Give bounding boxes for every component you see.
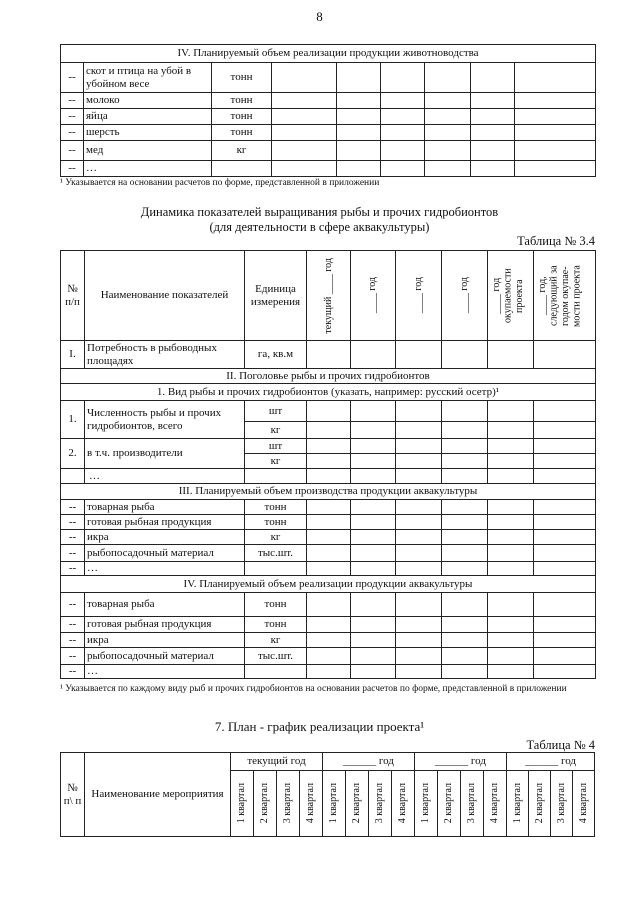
- empty-cell: [381, 125, 425, 141]
- empty-cell: [337, 93, 381, 109]
- row-unit: тыс.шт.: [245, 648, 307, 665]
- row-unit: тонн: [245, 515, 307, 530]
- table-row: [61, 633, 596, 648]
- empty-cell: [396, 530, 442, 545]
- quarter-label: 3 квартал: [282, 783, 294, 824]
- empty-cell: [351, 648, 396, 665]
- empty-cell: [488, 439, 534, 454]
- row-mark: --: [61, 125, 84, 141]
- empty-cell: [245, 469, 307, 484]
- table-row: [61, 93, 596, 109]
- row-mark: --: [61, 109, 84, 125]
- empty-cell: [351, 422, 396, 439]
- table-row: [61, 545, 596, 562]
- empty-cell: [272, 109, 337, 125]
- empty-cell: [442, 454, 488, 469]
- fish-heading-line2: (для деятельности в сфере аквакультуры): [209, 220, 430, 234]
- row-dots: …: [85, 469, 245, 484]
- row-name: яйца: [84, 109, 212, 125]
- row-mark: --: [61, 633, 85, 648]
- row-unit: тонн: [245, 500, 307, 515]
- livestock-section-title: IV. Планируемый объем реализации продукции животноводства: [61, 45, 596, 63]
- empty-cell: [381, 109, 425, 125]
- row-name: …: [84, 161, 212, 177]
- empty-cell: [442, 530, 488, 545]
- table-row: [61, 665, 596, 679]
- quarter-label: 2 квартал: [443, 783, 455, 824]
- table-row: [61, 141, 596, 161]
- empty-cell: [534, 500, 596, 515]
- aquaculture-footnote: ¹ Указывается по каждому виду рыб и прочих гидробионтов на основании расчетов по форме, представленной в приложении: [60, 684, 567, 694]
- empty-cell: [425, 125, 471, 141]
- empty-cell: [351, 562, 396, 576]
- row-unit: кг: [245, 454, 307, 469]
- plan-header-year-4: ______ год: [507, 753, 595, 771]
- empty-cell: [396, 562, 442, 576]
- plan-header-current-year: текущий год: [231, 753, 323, 771]
- row-name: икра: [85, 633, 245, 648]
- quarter-label: 3 квартал: [555, 783, 567, 824]
- row-name: икра: [85, 530, 245, 545]
- empty-cell: [396, 545, 442, 562]
- quarter-cell: [551, 771, 573, 837]
- empty-cell: [534, 665, 596, 679]
- empty-cell: [488, 515, 534, 530]
- empty-cell: [471, 109, 515, 125]
- empty-cell: [337, 141, 381, 161]
- quarter-label: 4 квартал: [397, 783, 409, 824]
- empty-cell: [488, 545, 534, 562]
- empty-cell: [534, 562, 596, 576]
- header-year-3-text: ____ год: [412, 277, 424, 314]
- empty-cell: [337, 161, 381, 177]
- row-name: Численность рыбы и прочих гидробионтов, всего: [85, 401, 245, 439]
- empty-cell: [337, 109, 381, 125]
- empty-cell: [381, 63, 425, 93]
- empty-cell: [61, 469, 85, 484]
- row-name: готовая рыбная продукция: [85, 515, 245, 530]
- empty-cell: [396, 500, 442, 515]
- header-current-year-text: текущий ____ год: [322, 257, 334, 334]
- row-mark: --: [61, 545, 85, 562]
- table-row: [61, 161, 596, 177]
- empty-cell: [515, 93, 596, 109]
- empty-cell: [488, 593, 534, 617]
- row-unit: тонн: [212, 109, 272, 125]
- table-row: [61, 63, 596, 93]
- header-payback-year-text: ____ год окупаемости проекта: [490, 268, 525, 323]
- section-2-title: II. Поголовье рыбы и прочих гидробионтов: [61, 369, 596, 384]
- empty-cell: [488, 617, 534, 633]
- table-row: [61, 617, 596, 633]
- empty-cell: [442, 439, 488, 454]
- empty-cell: [351, 469, 396, 484]
- row-unit: [245, 562, 307, 576]
- empty-cell: [488, 454, 534, 469]
- empty-cell: [351, 439, 396, 454]
- plan-header-name: Наименование мероприятия: [85, 753, 231, 837]
- empty-cell: [442, 515, 488, 530]
- plan-heading: 7. План - график реализации проекта¹: [214, 719, 425, 734]
- empty-cell: [425, 93, 471, 109]
- empty-cell: [307, 562, 351, 576]
- empty-cell: [442, 648, 488, 665]
- empty-cell: [307, 617, 351, 633]
- row-unit: кг: [212, 141, 272, 161]
- quarter-cell: [231, 771, 254, 837]
- row-name: товарная рыба: [85, 593, 245, 617]
- empty-cell: [534, 648, 596, 665]
- row-unit: кг: [245, 633, 307, 648]
- empty-cell: [471, 93, 515, 109]
- quarter-label: 3 квартал: [466, 783, 478, 824]
- header-year-3: [396, 251, 442, 341]
- row-name: шерсть: [84, 125, 212, 141]
- table-row: [61, 439, 596, 454]
- table-3-4-label: Таблица № 3.4: [517, 234, 595, 248]
- empty-cell: [425, 161, 471, 177]
- empty-cell: [442, 341, 488, 369]
- empty-cell: [351, 545, 396, 562]
- empty-cell: [337, 125, 381, 141]
- row-unit: тыс.шт.: [245, 545, 307, 562]
- header-number: № п/п: [61, 251, 85, 341]
- row-unit: [245, 665, 307, 679]
- quarter-label: 2 квартал: [533, 783, 545, 824]
- empty-cell: [337, 63, 381, 93]
- empty-cell: [442, 633, 488, 648]
- row-unit: тонн: [212, 125, 272, 141]
- empty-cell: [307, 454, 351, 469]
- row-name: рыбопосадочный материал: [85, 545, 245, 562]
- row-name: …: [85, 562, 245, 576]
- section-3-title: III. Планируемый объем производства продукции аквакультуры: [61, 484, 596, 500]
- empty-cell: [351, 341, 396, 369]
- plan-header-number: № п\ п: [61, 753, 85, 837]
- empty-cell: [307, 530, 351, 545]
- empty-cell: [307, 401, 351, 422]
- empty-cell: [515, 63, 596, 93]
- header-year-4: [442, 251, 488, 341]
- empty-cell: [534, 439, 596, 454]
- quarter-label: 4 квартал: [577, 783, 589, 824]
- quarter-cell: [346, 771, 369, 837]
- row-mark: --: [61, 665, 85, 679]
- empty-cell: [396, 665, 442, 679]
- row-number: 1.: [61, 401, 85, 439]
- empty-cell: [351, 530, 396, 545]
- row-unit: тонн: [245, 593, 307, 617]
- quarter-label: 3 квартал: [374, 783, 386, 824]
- row-name: в т.ч. производители: [85, 439, 245, 469]
- header-current-year: [307, 251, 351, 341]
- row-number: 2.: [61, 439, 85, 469]
- row-number: I.: [61, 341, 85, 369]
- header-unit: Единица измерения: [245, 251, 307, 341]
- empty-cell: [307, 545, 351, 562]
- table-row: [61, 515, 596, 530]
- row-unit: [212, 161, 272, 177]
- empty-cell: [307, 341, 351, 369]
- empty-cell: [396, 341, 442, 369]
- empty-cell: [534, 545, 596, 562]
- quarter-cell: [254, 771, 277, 837]
- empty-cell: [442, 562, 488, 576]
- row-mark: --: [61, 515, 85, 530]
- quarter-label: 1 квартал: [420, 783, 432, 824]
- header-next-year-text: ____ год, следующий за годом окупае-мости проекта: [536, 264, 582, 327]
- empty-cell: [515, 141, 596, 161]
- header-year-4-text: ____ год: [458, 277, 470, 314]
- row-mark: --: [61, 593, 85, 617]
- empty-cell: [515, 109, 596, 125]
- empty-cell: [381, 93, 425, 109]
- empty-cell: [307, 593, 351, 617]
- empty-cell: [515, 161, 596, 177]
- row-mark: --: [61, 562, 85, 576]
- table-row: [61, 530, 596, 545]
- empty-cell: [488, 562, 534, 576]
- quarter-cell: [484, 771, 507, 837]
- empty-cell: [471, 161, 515, 177]
- row-mark: --: [61, 63, 84, 93]
- empty-cell: [425, 109, 471, 125]
- quarter-cell: [300, 771, 323, 837]
- quarter-cell: [529, 771, 551, 837]
- row-unit: га, кв.м: [245, 341, 307, 369]
- table-row: [61, 109, 596, 125]
- row-mark: --: [61, 161, 84, 177]
- empty-cell: [471, 125, 515, 141]
- empty-cell: [272, 141, 337, 161]
- aquaculture-table: [60, 250, 596, 679]
- empty-cell: [425, 63, 471, 93]
- empty-cell: [307, 439, 351, 454]
- empty-cell: [396, 439, 442, 454]
- plan-schedule-table: [60, 752, 595, 837]
- row-name: Потребность в рыбоводных площадях: [85, 341, 245, 369]
- row-mark: --: [61, 617, 85, 633]
- row-name: товарная рыба: [85, 500, 245, 515]
- empty-cell: [396, 648, 442, 665]
- empty-cell: [351, 593, 396, 617]
- quarter-cell: [461, 771, 484, 837]
- empty-cell: [534, 617, 596, 633]
- empty-cell: [534, 422, 596, 439]
- row-unit: кг: [245, 422, 307, 439]
- row-name: мед: [84, 141, 212, 161]
- empty-cell: [471, 141, 515, 161]
- empty-cell: [488, 633, 534, 648]
- empty-cell: [307, 469, 351, 484]
- empty-cell: [396, 515, 442, 530]
- empty-cell: [351, 633, 396, 648]
- table-row: [61, 125, 596, 141]
- fish-heading-line1: Динамика показателей выращивания рыбы и прочих гидробионтов: [140, 205, 499, 219]
- row-name: рыбопосадочный материал: [85, 648, 245, 665]
- empty-cell: [351, 401, 396, 422]
- empty-cell: [396, 454, 442, 469]
- table-4-label: Таблица № 4: [526, 738, 595, 752]
- empty-cell: [442, 665, 488, 679]
- header-next-year: [534, 251, 596, 341]
- empty-cell: [534, 469, 596, 484]
- row-mark: --: [61, 500, 85, 515]
- quarter-cell: [573, 771, 595, 837]
- empty-cell: [396, 617, 442, 633]
- empty-cell: [442, 469, 488, 484]
- empty-cell: [381, 141, 425, 161]
- empty-cell: [396, 633, 442, 648]
- empty-cell: [425, 141, 471, 161]
- empty-cell: [396, 593, 442, 617]
- empty-cell: [307, 665, 351, 679]
- row-name: молоко: [84, 93, 212, 109]
- empty-cell: [534, 530, 596, 545]
- empty-cell: [488, 401, 534, 422]
- empty-cell: [534, 341, 596, 369]
- row-unit: кг: [245, 530, 307, 545]
- empty-cell: [488, 530, 534, 545]
- row-mark: --: [61, 141, 84, 161]
- quarter-cell: [392, 771, 415, 837]
- row-name: скот и птица на убой в убойном весе: [84, 63, 212, 93]
- table-row: [61, 469, 596, 484]
- empty-cell: [272, 93, 337, 109]
- empty-cell: [442, 617, 488, 633]
- row-unit: тонн: [212, 63, 272, 93]
- empty-cell: [488, 422, 534, 439]
- quarter-cell: [438, 771, 461, 837]
- quarter-label: 2 квартал: [351, 783, 363, 824]
- quarter-label: 1 квартал: [236, 783, 248, 824]
- quarter-cell: [415, 771, 438, 837]
- empty-cell: [307, 422, 351, 439]
- row-mark: --: [61, 648, 85, 665]
- empty-cell: [442, 422, 488, 439]
- quarter-label: 2 квартал: [259, 783, 271, 824]
- row-mark: --: [61, 530, 85, 545]
- header-payback-year: [488, 251, 534, 341]
- page-number: 8: [316, 9, 323, 24]
- table-row: [61, 500, 596, 515]
- empty-cell: [396, 401, 442, 422]
- quarter-cell: [277, 771, 300, 837]
- table-row: [61, 562, 596, 576]
- row-name: …: [85, 665, 245, 679]
- empty-cell: [534, 454, 596, 469]
- empty-cell: [381, 161, 425, 177]
- empty-cell: [488, 648, 534, 665]
- row-unit: тонн: [245, 617, 307, 633]
- table-row: [61, 401, 596, 422]
- empty-cell: [351, 665, 396, 679]
- empty-cell: [534, 515, 596, 530]
- quarter-label: 1 квартал: [511, 783, 523, 824]
- empty-cell: [534, 633, 596, 648]
- empty-cell: [442, 593, 488, 617]
- empty-cell: [307, 633, 351, 648]
- empty-cell: [351, 617, 396, 633]
- empty-cell: [442, 500, 488, 515]
- table-row: [61, 593, 596, 617]
- empty-cell: [488, 665, 534, 679]
- table-row: [61, 341, 596, 369]
- quarter-cell: [323, 771, 346, 837]
- empty-cell: [534, 401, 596, 422]
- row-name: готовая рыбная продукция: [85, 617, 245, 633]
- empty-cell: [396, 422, 442, 439]
- quarter-cell: [507, 771, 529, 837]
- empty-cell: [307, 648, 351, 665]
- row-unit: шт: [245, 401, 307, 422]
- quarter-label: 4 квартал: [489, 783, 501, 824]
- livestock-table: [60, 44, 596, 177]
- empty-cell: [442, 401, 488, 422]
- empty-cell: [396, 469, 442, 484]
- empty-cell: [534, 593, 596, 617]
- empty-cell: [515, 125, 596, 141]
- section-4-title: IV. Планируемый объем реализации продукции аквакультуры: [61, 576, 596, 593]
- empty-cell: [272, 63, 337, 93]
- row-mark: --: [61, 93, 84, 109]
- plan-header-year-2: ______ год: [323, 753, 415, 771]
- plan-header-year-3: ______ год: [415, 753, 507, 771]
- livestock-footnote: ¹ Указывается на основании расчетов по форме, представленной в приложении: [60, 178, 380, 188]
- empty-cell: [307, 500, 351, 515]
- empty-cell: [471, 63, 515, 93]
- quarter-label: 1 квартал: [328, 783, 340, 824]
- empty-cell: [488, 469, 534, 484]
- empty-cell: [351, 500, 396, 515]
- table-row: [61, 648, 596, 665]
- subsection-1-title: 1. Вид рыбы и прочих гидробионтов (указать, например: русский осетр)¹: [61, 384, 596, 401]
- quarter-cell: [369, 771, 392, 837]
- empty-cell: [488, 341, 534, 369]
- header-year-2-text: ____ год: [367, 277, 379, 314]
- row-unit: тонн: [212, 93, 272, 109]
- row-unit: шт: [245, 439, 307, 454]
- quarter-label: 4 квартал: [305, 783, 317, 824]
- empty-cell: [442, 545, 488, 562]
- header-name: Наименование показателей: [85, 251, 245, 341]
- empty-cell: [488, 500, 534, 515]
- empty-cell: [307, 515, 351, 530]
- empty-cell: [272, 125, 337, 141]
- empty-cell: [351, 515, 396, 530]
- empty-cell: [351, 454, 396, 469]
- empty-cell: [272, 161, 337, 177]
- header-year-2: [351, 251, 396, 341]
